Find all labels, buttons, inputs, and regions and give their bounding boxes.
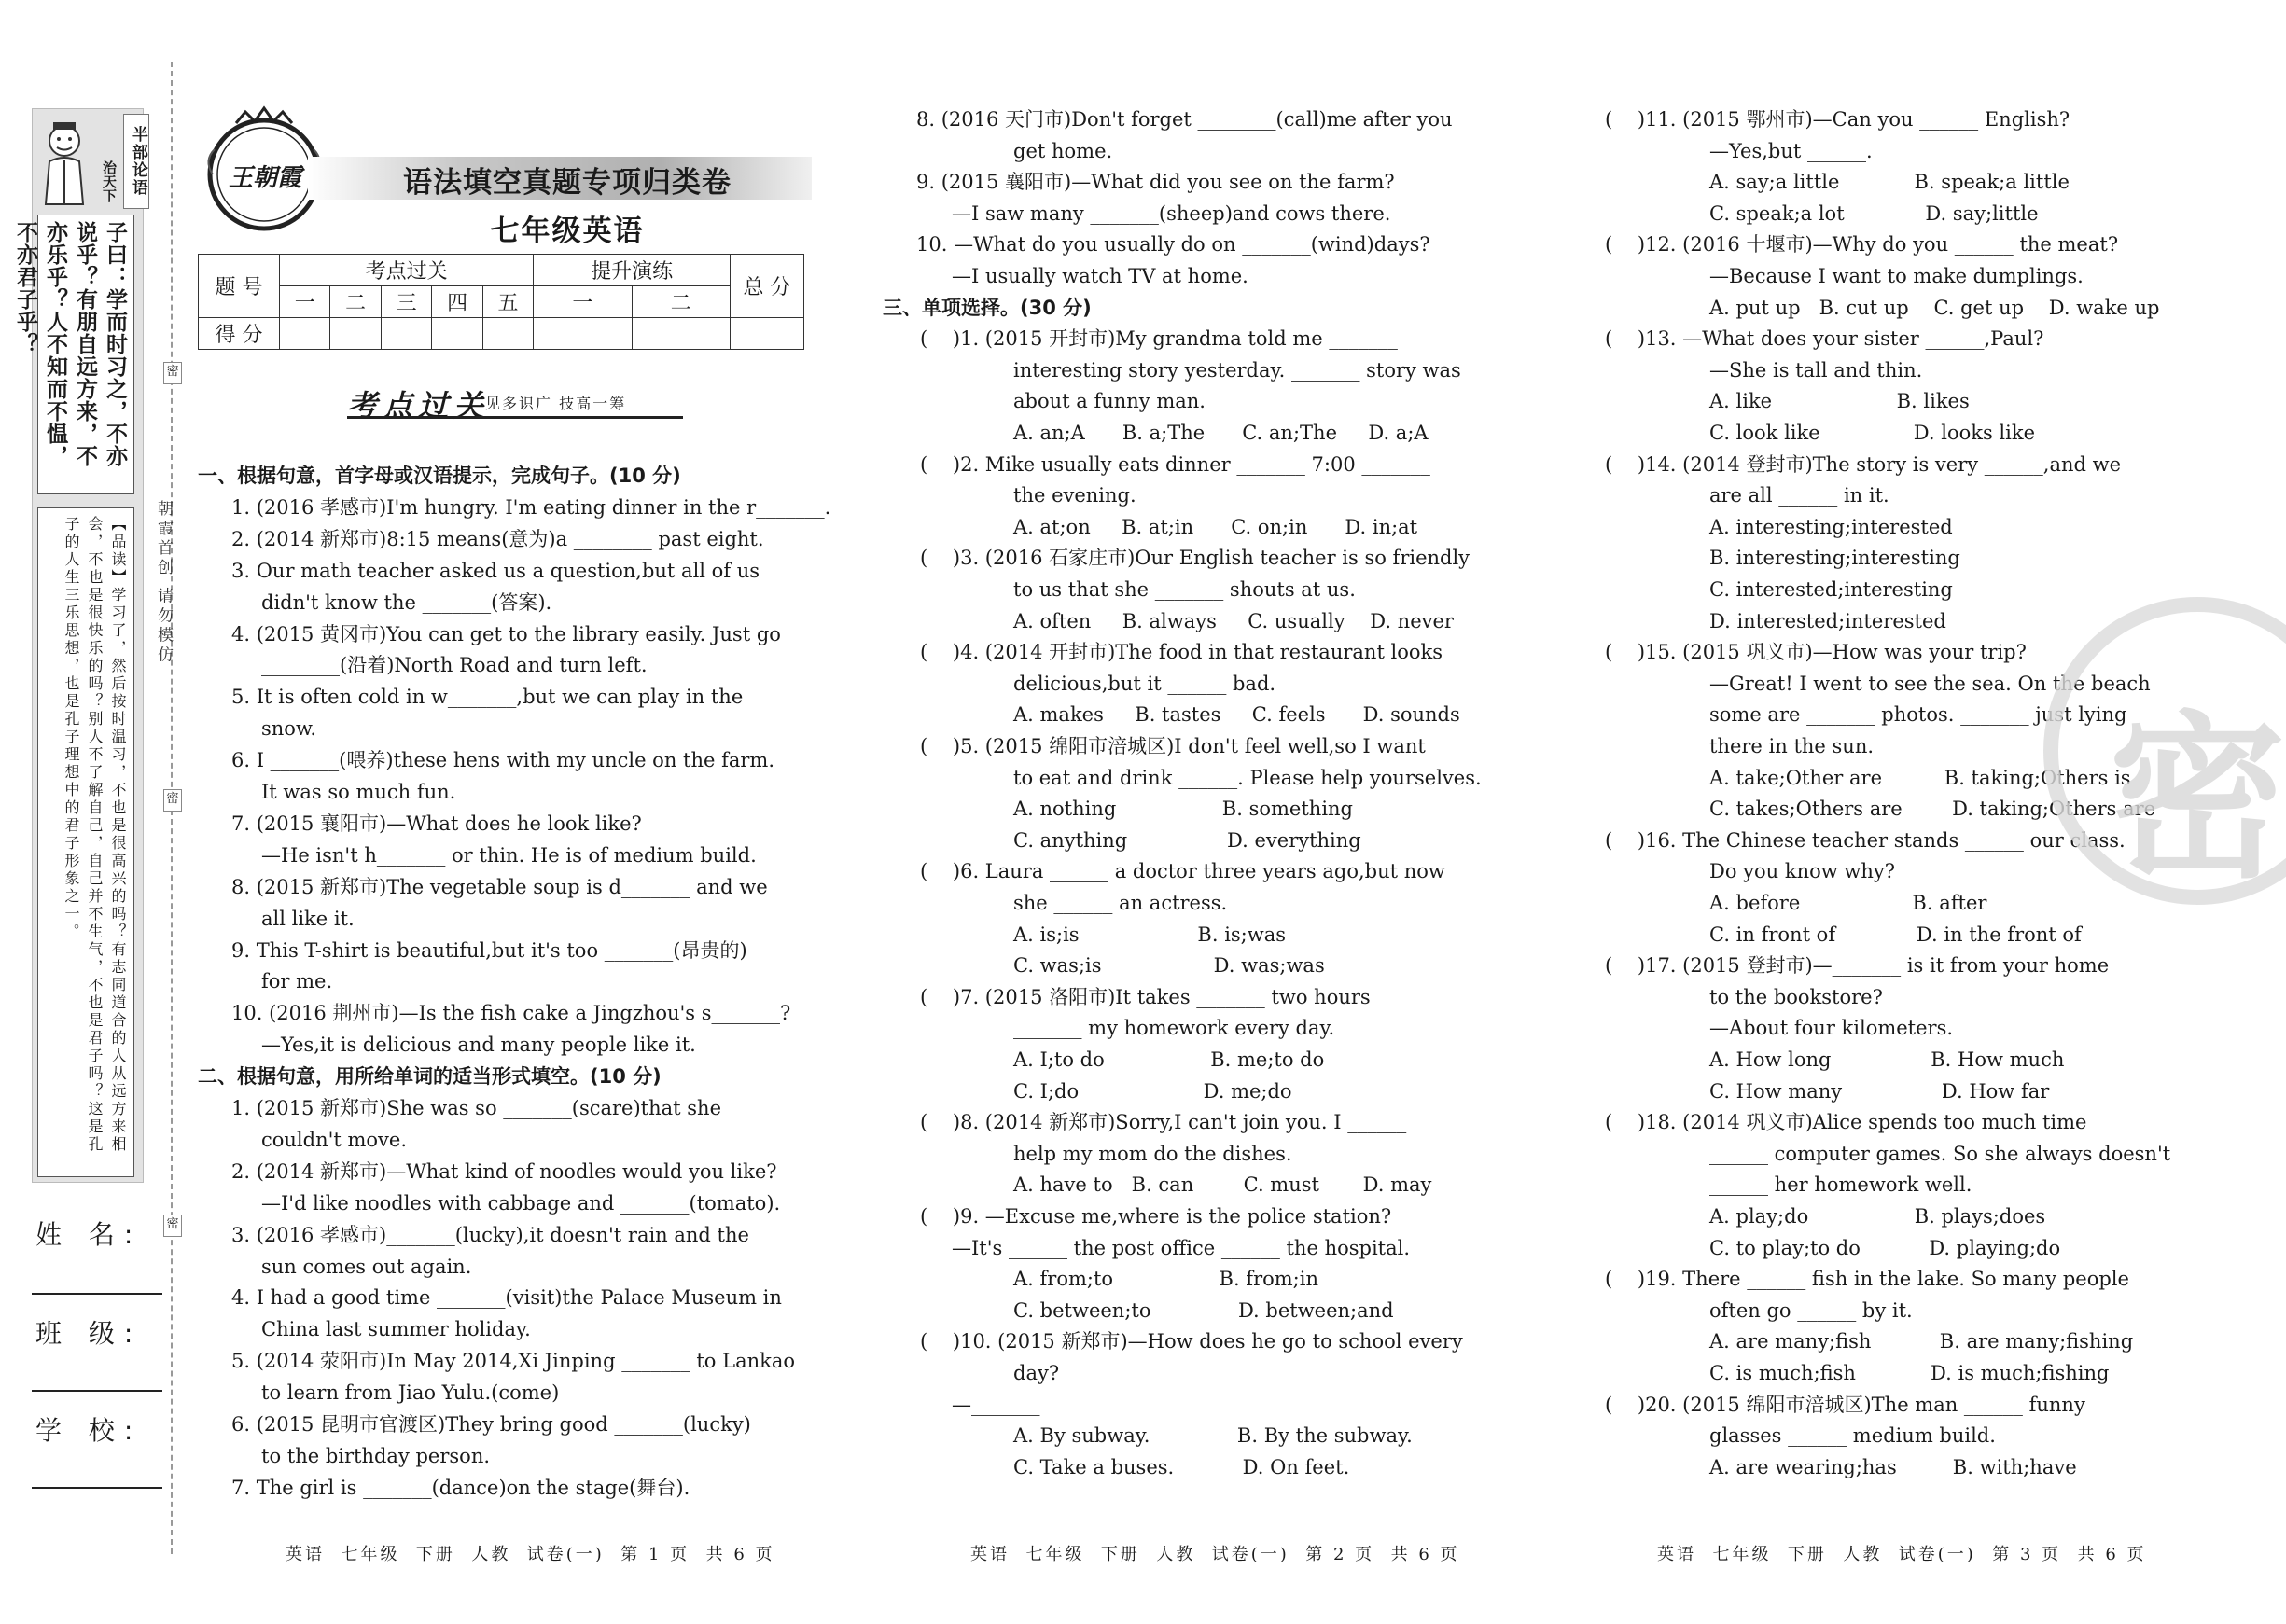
text-line: C. between;to D. between;and <box>1013 1298 1394 1322</box>
name-field[interactable] <box>32 1293 162 1295</box>
text-line: didn't know the _______(答案). <box>261 590 552 614</box>
school-field[interactable] <box>32 1487 162 1489</box>
text-line: 7. The girl is _______(dance)on the stage(舞台). <box>231 1476 690 1499</box>
text-line: to the birthday person. <box>261 1444 491 1467</box>
text-line: A. is;is B. is;was <box>1013 923 1287 946</box>
text-line: —She is tall and thin. <box>1709 358 1923 382</box>
text-line: 9. This T-shirt is beautiful,but it's too _______(昂贵的) <box>231 938 747 962</box>
text-line: 5. It is often cold in w_______,but we can play in the <box>231 686 744 709</box>
motto-main: 半部论语 <box>123 114 149 209</box>
text-line: _______ my homework every day. <box>1013 1017 1335 1040</box>
text-line: A. often B. always C. usually D. never <box>1013 609 1454 632</box>
text-line: C. How many D. How far <box>1709 1079 2050 1103</box>
text-line: A. before B. after <box>1709 892 1987 914</box>
text-line: delicious,but it ______ bad. <box>1013 672 1276 695</box>
text-line: ( )10. (2015 新郑市)—How does he go to school every <box>920 1330 1463 1353</box>
text-line: D. interested;interested <box>1709 609 1946 632</box>
text-line: A. say;a little B. speak;a little <box>1709 171 2070 194</box>
class-field[interactable] <box>32 1390 162 1392</box>
text-line: A. take;Other are B. taking;Others is <box>1709 766 2131 789</box>
page-footer: 英语 七年级 下册 人教 试卷(一) 第 3 页 共 6 页 <box>1657 1545 2147 1564</box>
text-line: C. anything D. everything <box>1013 828 1361 852</box>
text-line: ( )19. There ______ fish in the lake. So many people <box>1605 1268 2129 1291</box>
text-line: ( )16. The Chinese teacher stands ______ our class. <box>1605 828 2126 852</box>
score-cell[interactable] <box>632 318 730 350</box>
text-line: ( )12. (2016 十堰市)—Why do you ______ the meat? <box>1605 233 2119 257</box>
text-line: A. How long B. How much <box>1709 1048 2065 1071</box>
text-line: she ______ an actress. <box>1013 892 1228 914</box>
text-line: help my mom do the dishes. <box>1013 1142 1292 1165</box>
seal-mark: 密 <box>163 362 182 384</box>
text-line: 9. (2015 襄阳市)—What did you see on the farm? <box>916 171 1395 194</box>
text-line: to us that she _______ shouts at us. <box>1013 578 1356 601</box>
text-line: about a funny man. <box>1013 390 1206 413</box>
text-line: B. interesting;interesting <box>1709 547 1960 570</box>
text-line: A. play;do B. plays;does <box>1709 1205 2046 1228</box>
score-table-header: 题 号 <box>199 255 280 318</box>
score-col: 四 <box>432 286 482 318</box>
text-line: —Yes,it is delicious and many people like it. <box>261 1034 696 1057</box>
score-col: 二 <box>330 286 381 318</box>
text-line: ______ her homework well. <box>1709 1173 1972 1197</box>
score-cell[interactable] <box>381 318 431 350</box>
text-line: ________(沿着)North Road and turn left. <box>261 654 648 677</box>
text-line: to learn from Jiao Yulu.(come) <box>261 1381 560 1405</box>
text-line: all like it. <box>261 907 355 930</box>
score-cell[interactable] <box>482 318 533 350</box>
text-line: 一、根据句意，首字母或汉语提示，完成句子。(10 分) <box>198 465 681 487</box>
text-line: China last summer holiday. <box>261 1318 531 1341</box>
text-line: A. at;on B. at;in C. on;in D. in;at <box>1013 515 1418 538</box>
text-line: C. takes;Others are D. taking;Others are <box>1709 798 2156 821</box>
seal-watermark-icon <box>2043 597 2286 905</box>
text-line: A. interesting;interested <box>1709 515 1953 538</box>
text-line: 2. (2014 新郑市)—What kind of noodles would you like? <box>231 1159 777 1183</box>
score-table-total: 总 分 <box>731 255 804 318</box>
text-line: ( )20. (2015 绵阳市涪城区)The man ______ funny <box>1605 1393 2085 1416</box>
score-cell[interactable] <box>534 318 632 350</box>
section-banner-rule <box>347 416 683 419</box>
text-line: ( )5. (2015 绵阳市涪城区)I don't feel well,so I want <box>920 735 1426 757</box>
text-line: ( )15. (2015 巩义市)—How was your trip? <box>1605 641 2027 664</box>
text-line: often go ______ by it. <box>1709 1298 1913 1322</box>
text-line: ( )14. (2014 登封市)The story is very ______,and we <box>1605 452 2122 476</box>
text-line: ( )3. (2016 石家庄市)Our English teacher is so friendly <box>920 547 1471 570</box>
text-line: C. Take a buses. D. On feet. <box>1013 1455 1350 1478</box>
text-line: A. an;A B. a;The C. an;The D. a;A <box>1013 422 1429 444</box>
text-line: —Great! I went to see the sea. On the beach <box>1709 672 2151 695</box>
score-table-group: 提升演练 <box>534 255 731 286</box>
confucius-quote: 子曰：学而时习之，不亦说乎？有朋自远方来，不亦乐乎？人不知而不愠，不亦君子乎？ <box>37 215 134 494</box>
text-line: —I usually watch TV at home. <box>952 265 1248 287</box>
text-line: —_______ <box>952 1393 1040 1416</box>
text-line: 8. (2015 新郑市)The vegetable soup is d_______ and we <box>231 875 768 898</box>
text-line: ( )18. (2014 巩义市)Alice spends too much time <box>1605 1111 2087 1134</box>
text-line: interesting story yesterday. _______ story was <box>1013 358 1461 382</box>
text-line: A. nothing B. something <box>1013 798 1354 821</box>
text-line: A. like B. likes <box>1709 390 1970 413</box>
score-cell[interactable] <box>432 318 482 350</box>
text-line: the evening. <box>1013 484 1136 507</box>
text-line: —Because I want to make dumplings. <box>1709 265 2084 287</box>
text-line: ( )4. (2014 开封市)The food in that restaurant looks <box>920 641 1443 664</box>
text-line: 1. (2016 孝感市)I'm hungry. I'm eating dinner in the r_______. <box>231 495 831 519</box>
text-line: C. to play;to do D. playing;do <box>1709 1236 2061 1259</box>
school-label: 学 校: <box>35 1415 143 1446</box>
score-row-label: 得 分 <box>199 318 280 350</box>
text-line: 二、根据句意，用所给单词的适当形式填空。(10 分) <box>198 1065 662 1089</box>
text-line: A. are wearing;has B. with;have <box>1709 1455 2077 1478</box>
text-line: get home. <box>1013 139 1113 162</box>
text-line: ( )11. (2015 鄂州市)—Can you ______ English? <box>1605 108 2070 131</box>
text-line: A. from;to B. from;in <box>1013 1268 1318 1291</box>
text-line: 10. (2016 荆州市)—Is the fish cake a Jingzhou's s_______? <box>231 1002 791 1025</box>
text-line: ( )2. Mike usually eats dinner _______ 7:00 _______ <box>920 452 1430 476</box>
text-line: to the bookstore? <box>1709 985 1883 1008</box>
text-line: some are _______ photos. _______ just lying <box>1709 703 2127 727</box>
text-line: ( )1. (2015 开封市)My grandma told me _______ <box>920 327 1398 351</box>
text-line: 10. —What do you usually do on _______(wind)days? <box>916 233 1430 257</box>
text-line: It was so much fun. <box>261 781 456 803</box>
text-line: 4. (2015 黄冈市)You can get to the library easily. Just go <box>231 622 781 645</box>
name-label: 姓 名: <box>35 1219 143 1250</box>
text-line: are all ______ in it. <box>1709 484 1889 507</box>
scholar-illustration-icon <box>35 116 93 207</box>
text-line: ( )6. Laura ______ a doctor three years ago,but now <box>920 860 1445 883</box>
score-cell[interactable] <box>330 318 381 350</box>
score-cell[interactable] <box>280 318 330 350</box>
text-line: —I'd like noodles with cabbage and _______(tomato). <box>261 1191 781 1215</box>
text-line: 3. (2016 孝感市)_______(lucky),it doesn't rain and the <box>231 1223 749 1246</box>
text-line: 6. I _______(喂养)these hens with my uncle on the farm. <box>231 749 775 772</box>
brand-note: 朝霞首创 请勿模仿 <box>154 500 173 666</box>
text-line: ( )13. —What does your sister ______,Paul? <box>1605 327 2044 351</box>
text-line: A. put up B. cut up C. get up D. wake up <box>1709 296 2160 319</box>
score-col: 二 <box>632 286 730 318</box>
text-line: C. speak;a lot D. say;little <box>1709 201 2039 225</box>
text-line: 1. (2015 新郑市)She was so _______(scare)that she <box>231 1097 722 1119</box>
text-line: A. By subway. B. By the subway. <box>1013 1424 1413 1448</box>
score-table-group: 考点过关 <box>280 255 534 286</box>
text-line: for me. <box>261 970 333 993</box>
score-col: 三 <box>381 286 431 318</box>
text-line: Do you know why? <box>1709 860 1896 883</box>
text-line: there in the sun. <box>1709 735 1875 757</box>
text-line: couldn't move. <box>261 1128 408 1151</box>
text-line: 7. (2015 襄阳市)—What does he look like? <box>231 812 642 835</box>
text-line: ( )9. —Excuse me,where is the police station? <box>920 1205 1392 1228</box>
logo-text: 王朝霞 <box>228 164 301 192</box>
text-line: day? <box>1013 1362 1060 1384</box>
text-line: sun comes out again. <box>261 1255 472 1278</box>
text-line: —It's ______ the post office ______ the hospital. <box>952 1236 1411 1259</box>
score-col: 一 <box>534 286 632 318</box>
motto-subtitle: 治天下 <box>101 160 118 202</box>
quote-commentary: 【品读】学习了，然后按时温习，不也是很高兴的吗？有志同道合的人从远方来相会，不也是很快乐的吗？别人不了解自己，自己并不生气，不也是君子吗？这是孔子的人生三乐思想，也是孔子理想中的君子形象之一。 <box>37 507 134 1177</box>
text-line: C. I;do D. me;do <box>1013 1079 1292 1103</box>
text-line: 3. Our math teacher asked us a question,but all of us <box>231 559 760 582</box>
watermark-char: 密 <box>2108 696 2286 902</box>
text-line: snow. <box>261 717 317 741</box>
text-line: 4. I had a good time _______(visit)the Palace Museum in <box>231 1286 782 1310</box>
page-footer: 英语 七年级 下册 人教 试卷(一) 第 1 页 共 6 页 <box>286 1545 775 1564</box>
text-line: ( )17. (2015 登封市)—_______ is it from your home <box>1605 954 2110 978</box>
text-line: A. are many;fish B. are many;fishing <box>1709 1330 2134 1353</box>
text-line: ( )7. (2015 洛阳市)It takes _______ two hours <box>920 985 1371 1008</box>
text-line: —He isn't h_______ or thin. He is of medium build. <box>261 843 757 867</box>
text-line: glasses ______ medium build. <box>1709 1424 1996 1448</box>
section-banner-title: 考点过关 <box>347 388 490 423</box>
text-line: C. was;is D. was;was <box>1013 954 1325 978</box>
text-line: 三、单项选择。(30 分) <box>883 296 1092 319</box>
page-subtitle: 七年级英语 <box>490 215 645 248</box>
seal-mark: 密 <box>163 789 182 812</box>
page-footer: 英语 七年级 下册 人教 试卷(一) 第 2 页 共 6 页 <box>970 1545 1460 1564</box>
text-line: —About four kilometers. <box>1709 1017 1954 1040</box>
score-cell[interactable] <box>731 318 804 350</box>
score-col: 五 <box>482 286 533 318</box>
text-line: to eat and drink ______. Please help yourselves. <box>1013 766 1482 789</box>
text-line: 8. (2016 天门市)Don't forget ________(call)me after you <box>916 108 1453 131</box>
section-banner-subtitle: 见多识广 技高一筹 <box>485 395 627 412</box>
score-col: 一 <box>280 286 330 318</box>
text-line: C. is much;fish D. is much;fishing <box>1709 1362 2110 1384</box>
text-line: 2. (2014 新郑市)8:15 means(意为)a ________ past eight. <box>231 527 764 550</box>
text-line: C. in front of D. in the front of <box>1709 923 2082 946</box>
text-line: ______ computer games. So she always doesn't <box>1709 1142 2171 1165</box>
text-line: C. look like D. looks like <box>1709 422 2035 444</box>
class-label: 班 级: <box>35 1318 143 1349</box>
text-line: A. I;to do B. me;to do <box>1013 1048 1325 1071</box>
text-line: —I saw many _______(sheep)and cows there. <box>952 201 1391 225</box>
text-line: 5. (2014 荥阳市)In May 2014,Xi Jinping _______ to Lankao <box>231 1350 796 1373</box>
text-line: —Yes,but ______. <box>1709 139 1873 162</box>
text-line: C. interested;interesting <box>1709 578 1953 601</box>
page-title: 语法填空真题专项归类卷 <box>403 166 732 200</box>
seal-mark: 密 <box>163 1215 182 1237</box>
score-table <box>198 254 804 350</box>
text-line: A. have to B. can C. must D. may <box>1013 1173 1432 1197</box>
text-line: ( )8. (2014 新郑市)Sorry,I can't join you. I ______ <box>920 1111 1407 1134</box>
text-line: A. makes B. tastes C. feels D. sounds <box>1013 703 1460 727</box>
text-line: 6. (2015 昆明市官渡区)They bring good _______(lucky) <box>231 1413 751 1436</box>
